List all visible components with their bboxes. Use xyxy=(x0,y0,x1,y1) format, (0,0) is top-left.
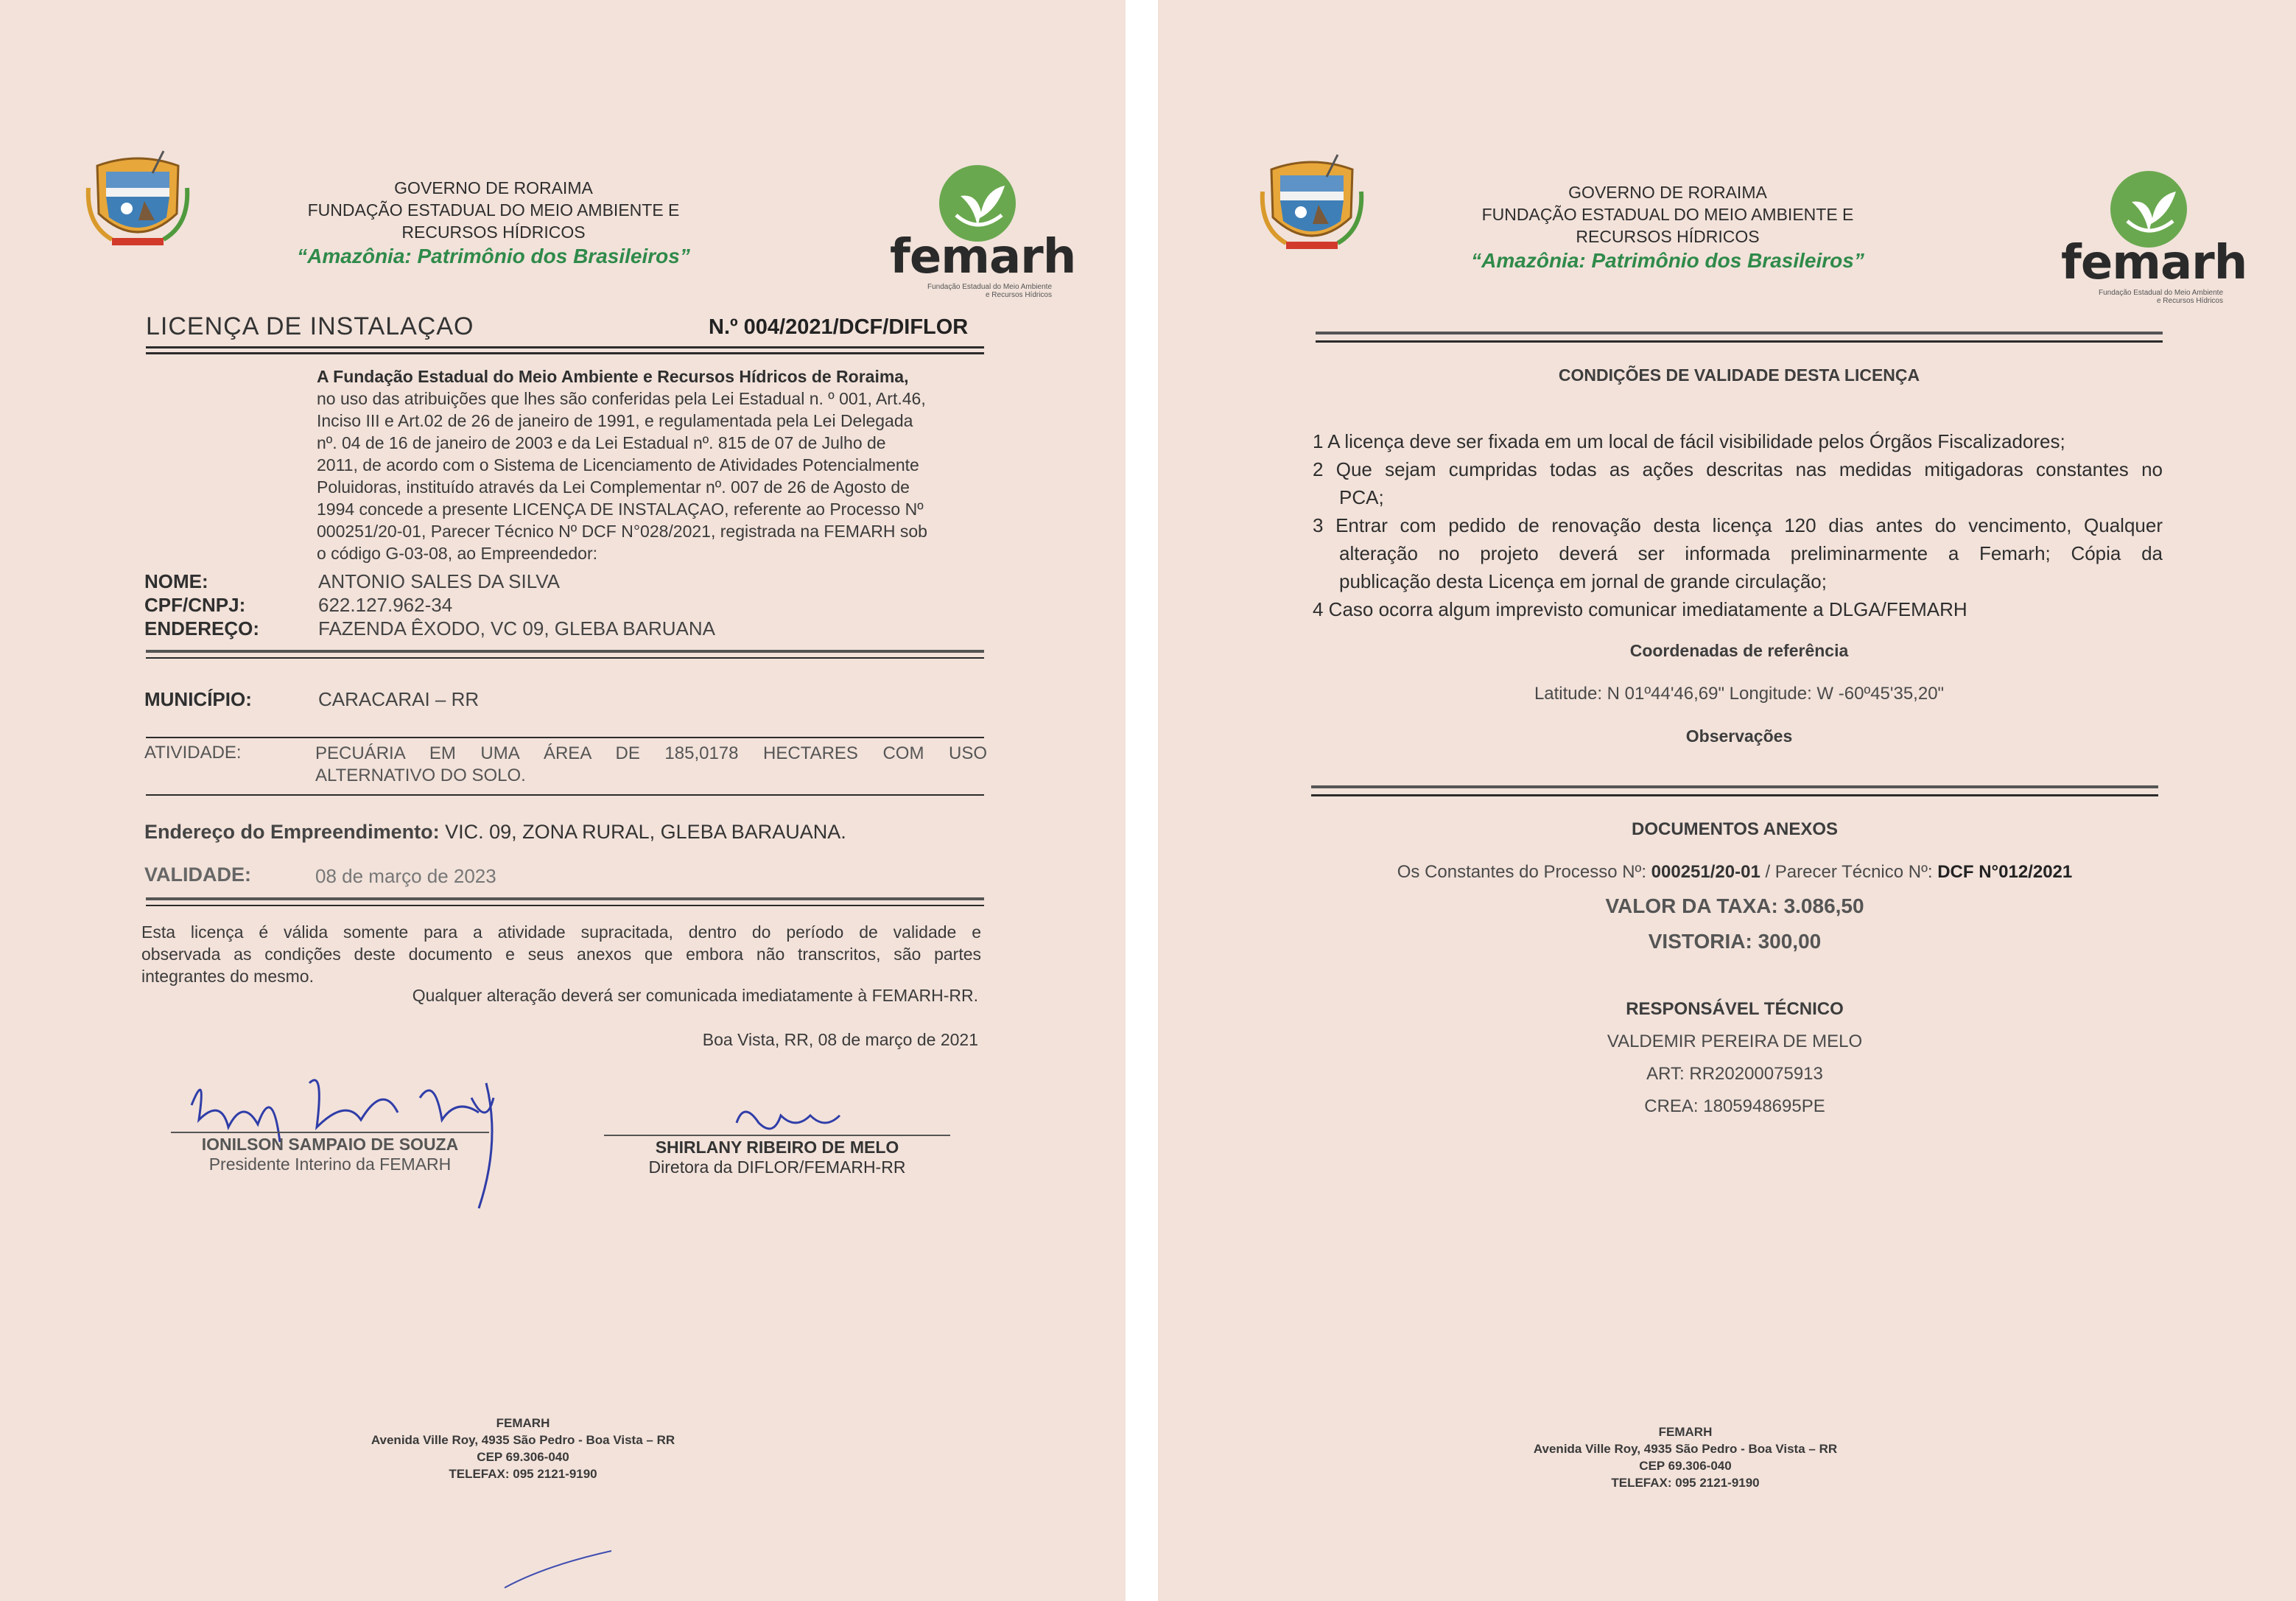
femarh-subtitle-2: e Recursos Hídricos xyxy=(985,291,1052,299)
notice-alteration: Qualquer alteração deverá ser comunicada imediatamente à FEMARH-RR. xyxy=(412,986,978,1005)
condition-3-cont2: publicação desta Licença em jornal de grande circulação; xyxy=(1339,570,1827,592)
docs-title: DOCUMENTOS ANEXOS xyxy=(1631,819,1839,839)
footer-phone: TELEFAX: 095 2121-9190 xyxy=(449,1467,597,1481)
taxa-value: VALOR DA TAXA: 3.086,50 xyxy=(1605,894,1864,917)
intro-line: 000251/20-01, Parecer Técnico Nº DCF N°028/2021, registrada na FEMARH sob xyxy=(317,522,927,541)
footer-cep: CEP 69.306-040 xyxy=(477,1450,569,1464)
cpf-value: 622.127.962-34 xyxy=(318,594,453,616)
footer xyxy=(302,1415,744,1482)
validade-rule-2 xyxy=(146,905,984,906)
femarh-subtitle-1: Fundação Estadual do Meio Ambiente xyxy=(2099,289,2223,297)
cpf-label: CPF/CNPJ: xyxy=(144,594,246,616)
nome-value: ANTONIO SALES DA SILVA xyxy=(318,570,561,592)
license-page-1 xyxy=(0,0,1126,1601)
validade-value: 08 de março de 2023 xyxy=(315,865,496,887)
notice-line: integrantes do mesmo. xyxy=(141,967,314,986)
atividade-line-2: ALTERNATIVO DO SOLO. xyxy=(315,766,526,785)
license-number: N.º 004/2021/DCF/DIFLOR xyxy=(709,315,969,339)
femarh-subtitle xyxy=(905,283,1052,299)
footer-cep: CEP 69.306-040 xyxy=(1639,1459,1732,1473)
signature-2-role: Diretora da DIFLOR/FEMARH-RR xyxy=(648,1157,906,1177)
resp-name: VALDEMIR PEREIRA DE MELO xyxy=(1607,1031,1863,1051)
signature-2-name: SHIRLANY RIBEIRO DE MELO xyxy=(655,1138,899,1157)
footer-phone: TELEFAX: 095 2121-9190 xyxy=(1611,1476,1760,1490)
footer-address: Avenida Ville Roy, 4935 São Pedro - Boa Vista – RR xyxy=(1533,1442,1838,1456)
intro-line: nº. 04 de 16 de janeiro de 2003 e da Lei Estadual nº. 815 de 07 de Julho de xyxy=(317,433,886,452)
slogan: “Amazônia: Patrimônio dos Brasileiros” xyxy=(297,245,690,267)
intro-line: Poluidoras, instituído através da Lei Complementar nº. 007 de 26 de Agosto de xyxy=(317,477,910,497)
intro-line: 2011, de acordo com o Sistema de Licenciamento de Atividades Potencialmente xyxy=(317,455,919,474)
atividade-rule xyxy=(146,794,984,796)
mid-rule-2 xyxy=(1311,794,2158,796)
notice-line: Esta licença é válida somente para a atividade supracitada, dentro do período de validade e xyxy=(141,922,981,942)
header-line-2: FUNDAÇÃO ESTADUAL DO MEIO AMBIENTE E xyxy=(307,200,680,220)
femarh-wordmark: femarh xyxy=(890,230,1076,284)
header-line-3: RECURSOS HÍDRICOS xyxy=(401,223,586,242)
vistoria-value: VISTORIA: 300,00 xyxy=(1648,930,1822,953)
roraima-coat-of-arms-icon xyxy=(1257,147,1367,258)
intro-line: 1994 concede a presente LICENÇA DE INSTALAÇAO, referente ao Processo Nº xyxy=(317,500,924,519)
empreendimento-label: Endereço do Empreendimento: xyxy=(144,821,440,843)
atividade-label: ATIVIDADE: xyxy=(144,743,242,763)
femarh-subtitle xyxy=(2076,289,2223,305)
condition-2: 2 Que sejam cumpridas todas as ações descritas nas medidas mitigadoras constantes no xyxy=(1313,458,2163,480)
top-rule-1 xyxy=(1316,332,2163,334)
notice-paragraph xyxy=(141,921,981,987)
title-rule-1 xyxy=(146,346,984,348)
atividade-line-1: PECUÁRIA EM UMA ÁREA DE 185,0178 HECTARES COM USO xyxy=(315,743,987,763)
header-line-1: GOVERNO DE RORAIMA xyxy=(394,178,593,197)
nome-label: NOME: xyxy=(144,570,208,592)
resp-crea: CREA: 1805948695PE xyxy=(1644,1096,1825,1116)
place-date: Boa Vista, RR, 08 de março de 2021 xyxy=(702,1030,978,1049)
notice-line: observada as condições deste documento e seus anexos que embora não transcritos, são partes xyxy=(141,945,981,964)
femarh-subtitle-1: Fundação Estadual do Meio Ambiente xyxy=(927,283,1052,291)
empreendimento-row xyxy=(144,821,846,844)
intro-line: Inciso III e Art.02 de 26 de janeiro de 1991, e regulamentada pela Lei Delegada xyxy=(317,411,913,430)
validade-label: VALIDADE: xyxy=(144,863,251,886)
resp-art: ART: RR20200075913 xyxy=(1646,1064,1823,1084)
validade-rule-1 xyxy=(146,897,984,900)
intro-line: no uso das atribuições que lhes são conferidas pela Lei Estadual n. º 001, Art.46, xyxy=(317,389,926,408)
footer-address: Avenida Ville Roy, 4935 São Pedro - Boa Vista – RR xyxy=(371,1433,675,1447)
municipio-rule xyxy=(146,737,984,738)
docs-line xyxy=(1311,862,2158,883)
mid-rule-1 xyxy=(1311,785,2158,788)
signature-1 xyxy=(171,1135,489,1174)
municipio-value: CARACARAI – RR xyxy=(318,688,480,710)
signature-1-name: IONILSON SAMPAIO DE SOUZA xyxy=(201,1135,459,1154)
top-rule-2 xyxy=(1316,340,2163,343)
footer-org: FEMARH xyxy=(496,1416,550,1430)
intro-line: o código G-03-08, ao Empreendedor: xyxy=(317,544,598,563)
condition-3: 3 Entrar com pedido de renovação desta licença 120 dias antes do vencimento, Qualquer xyxy=(1313,514,2163,536)
conditions-title: CONDIÇÕES DE VALIDADE DESTA LICENÇA xyxy=(1558,365,1920,385)
femarh-subtitle-2: e Recursos Hídricos xyxy=(2156,297,2223,305)
municipio-label: MUNICÍPIO: xyxy=(144,688,252,710)
section-rule-1 xyxy=(146,650,984,653)
signature-1-role: Presidente Interino da FEMARH xyxy=(208,1155,452,1174)
docs-mid: / Parecer Técnico Nº: xyxy=(1760,862,1938,882)
femarh-logo xyxy=(2061,169,2247,305)
obs-title: Observações xyxy=(1685,726,1793,746)
coords-value: Latitude: N 01º44'46,69" Longitude: W -60º45'35,20" xyxy=(1534,684,1945,704)
signature-2-line xyxy=(604,1135,950,1136)
slogan: “Amazônia: Patrimônio dos Brasileiros” xyxy=(1471,249,1864,272)
header-block xyxy=(243,177,744,270)
atividade-value xyxy=(315,743,987,787)
signature-1-line xyxy=(171,1132,489,1133)
pen-stroke-icon xyxy=(501,1547,619,1591)
endereco-label: ENDEREÇO: xyxy=(144,617,260,640)
title-rule-2 xyxy=(146,352,984,354)
footer-org: FEMARH xyxy=(1658,1425,1713,1439)
empreendimento-value: VIC. 09, ZONA RURAL, GLEBA BARAUANA. xyxy=(445,821,846,843)
signature-2 xyxy=(604,1138,950,1177)
coords-title: Coordenadas de referência xyxy=(1629,641,1849,660)
condition-2-cont: PCA; xyxy=(1339,486,1384,508)
femarh-logo xyxy=(890,164,1076,299)
footer xyxy=(1464,1423,1906,1491)
docs-process: 000251/20-01 xyxy=(1651,862,1760,882)
intro-line: A Fundação Estadual do Meio Ambiente e Recursos Hídricos de Roraima, xyxy=(317,367,909,386)
section-rule-2 xyxy=(146,657,984,659)
header-line-1: GOVERNO DE RORAIMA xyxy=(1568,183,1767,202)
docs-prefix: Os Constantes do Processo Nº: xyxy=(1397,862,1651,882)
header-line-3: RECURSOS HÍDRICOS xyxy=(1576,227,1760,246)
header-line-2: FUNDAÇÃO ESTADUAL DO MEIO AMBIENTE E xyxy=(1481,205,1854,224)
license-title: LICENÇA DE INSTALAÇAO xyxy=(146,312,474,340)
condition-3-cont: alteração no projeto deverá ser informada preliminarmente a Femarh; Cópia da xyxy=(1339,542,2163,564)
docs-parecer: DCF N°012/2021 xyxy=(1937,862,2073,882)
condition-1: 1 A licença deve ser fixada em um local de fácil visibilidade pelos Órgãos Fiscalizadores; xyxy=(1313,430,2065,452)
license-page-2 xyxy=(1158,0,2296,1601)
header-block xyxy=(1417,181,1918,274)
condition-4: 4 Caso ocorra algum imprevisto comunicar imediatamente a DLGA/FEMARH xyxy=(1313,598,1967,620)
resp-title: RESPONSÁVEL TÉCNICO xyxy=(1626,999,1844,1019)
roraima-coat-of-arms-icon xyxy=(82,144,193,254)
conditions-list xyxy=(1313,427,2163,623)
intro-paragraph xyxy=(317,365,989,564)
femarh-wordmark: femarh xyxy=(2061,236,2247,290)
endereco-value: FAZENDA ÊXODO, VC 09, GLEBA BARUANA xyxy=(318,617,715,640)
